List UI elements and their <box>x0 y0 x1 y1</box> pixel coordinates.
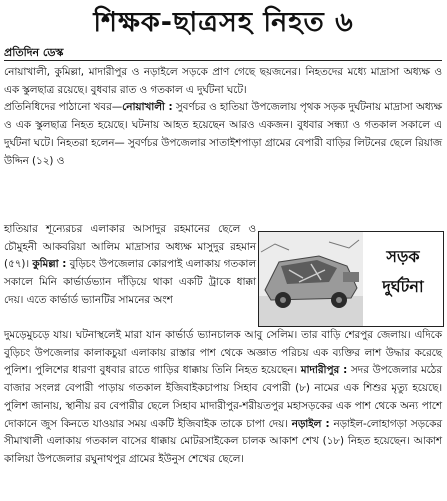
comilla-dateline: কুমিল্লা : <box>32 258 67 271</box>
noakhali-paragraph: প্রতিনিধিদের পাঠানো খবর—নোয়াখালী : সুবর্ণচর ও হাতিয়া উপজেলায় পৃথক সড়ক দুর্ঘটনায় মাদ্রাসা অধ্যক্ষ ও এক স্কুলছাত্র নিহত হয়েছে। ঘটনায় আহত হয়েছেন আরও একজন। বুধবার সন্ধ্যা ও গতকাল সকালে এ দুর্ঘটনা ঘটে। নিহতরা হলেন— সুবর্ণচর উপজেলার সাতাইশপাড়া গ্রামের বেপারী বাড়ির লিটনের ছেলে রিয়াজ উদ্দিন (১২) ও <box>4 101 442 167</box>
wrecked-vehicle-photo <box>259 232 363 326</box>
noakhali-dateline: নোয়াখালী : <box>122 101 173 114</box>
caption-line-1: সড়ক <box>386 247 420 266</box>
intro-paragraph: নোয়াখালী, কুমিল্লা, মাদারীপুর ও নড়াইলে সড়কে প্রাণ গেছে ছয়জনের। নিহতদের মধ্যে মাদ্রাসা অধ্যক্ষ ও এক স্কুলছাত্র রয়েছে। বুধবার রাত ও গতকাল এ দুর্ঘটনা ঘটে। <box>4 66 442 96</box>
header-divider <box>4 60 442 61</box>
narail-dateline: নড়াইল : <box>291 417 330 430</box>
caption-line-2: দুর্ঘটনা <box>382 277 424 296</box>
madaripur-dateline: মাদারীপুর : <box>300 364 348 377</box>
article-body-bottom: দুমড়েমুচড়ে যায়। ঘটনাস্থলেই মারা যান কার্ভার্ড ভ্যানচালক আবু সেলিম। তার বাড়ি শেরপুর জেলায়। এদিকে বুড়িচং উপজেলার কালাকচুয়া এলাকায় রাস্তার পাশ থেকে অজ্ঞাত পরিচয় এক ব্যক্তির লাশ উদ্ধার করেছে পুলিশ। পুলিশের ধারণা বুধবার রাতে গাড়ির ধাক্কায় তিনি নিহত হয়েছেন। মাদারীপুর : সদর উপজেলার মঠের বাজার সংলগ্ন বেপারী পাড়ায় গতকাল ইজিবাইকচাপায় সিহাব বেপারী (৮) নামের এক শিশুর মৃত্যু হয়েছে। পুলিশ জানায়, স্থানীয় রব বেপারীর ছেলে সিহাব মাদারীপুর-শরীয়তপুর মহাসড়কের এক পাশ থেকে অন্য পাশে দোকানে জুস কিনতে যাওয়ার সময় একটি ইজিবাইক তাকে চাপা দেয়। নড়াইল : নড়াইল-লোহাগড়া সড়কের সীমাখালী এলাকায় গতকাল বাসের ধাক্কায় মোটরসাইকেল চালক আকাশ শেখ (১৮) নিহত হয়েছেন। আকাশ কালিয়া উপজেলার রঘুনাথপুর গ্রামের ইউনুস শেখের ছেলে। <box>4 329 443 465</box>
article-byline: প্রতিদিন ডেস্ক <box>4 46 64 59</box>
accident-figure <box>258 231 444 327</box>
article-body-left-of-photo: হাতিয়ার শূন্যেরচর এলাকার আসাদুর রহমানের ছেলে ও চৌমুহনী আকবরিয়া আলিম মাদ্রাসার অধ্যক্ষ মাসুদুর রহমান (৫৭)। কুমিল্লা : বুড়িচং উপজেলার কোরপাই এলাকায় গতকাল সকালে মিনি কার্ভার্ডভ্যান দাঁড়িয়ে থাকা একটি ট্রাকে ধাক্কা দেয়। এতে কার্ভার্ড ভ্যানটির সামনের অংশ <box>4 223 256 306</box>
article-headline: শিক্ষক-ছাত্রসহ নিহত ৬ <box>93 7 354 38</box>
figure-caption <box>365 242 441 302</box>
article-body-top <box>4 64 442 170</box>
